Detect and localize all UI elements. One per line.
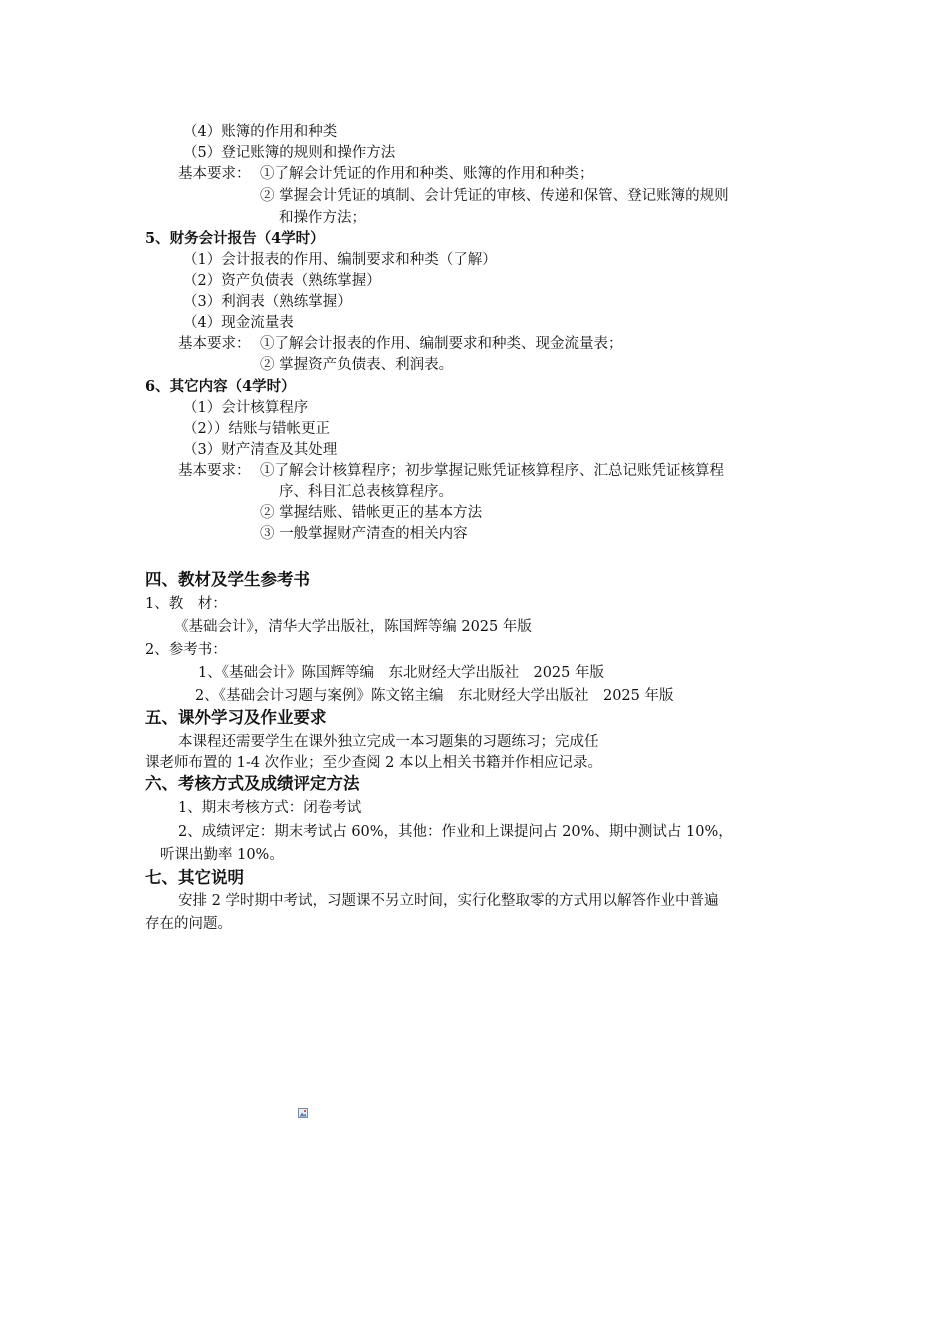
part4-heading: 四、教材及学生参考书	[145, 570, 310, 589]
sec4-req-label: 基本要求：	[178, 166, 251, 182]
part5-line-1: 本课程还需要学生在课外独立完成一本习题集的习题练习；完成任	[178, 734, 599, 750]
sec5-item-2: （2）资产负债表（熟练掌握）	[183, 273, 381, 289]
sec5-req-1: ①了解会计报表的作用、编制要求和种类、现金流量表；	[260, 336, 623, 352]
sec6-req-3: ③ 一般掌握财产清查的相关内容	[260, 526, 468, 542]
part6-line-2: 2、成绩评定：期末考试占 60%，其他：作业和上课提问占 20%、期中测试占 10%，	[178, 824, 733, 840]
sec6-title: 6、其它内容（4学时）	[145, 378, 296, 395]
part6-line-3: 听课出勤率 10%。	[160, 847, 284, 863]
sec6-req-1: ①了解会计核算程序；初步掌握记账凭证核算程序、汇总记账凭证核算程	[260, 463, 724, 479]
part6-heading: 六、考核方式及成绩评定方法	[145, 774, 360, 793]
sec6-item-1: （1）会计核算程序	[183, 400, 309, 416]
reference-2: 2、《基础会计习题与案例》陈文铭主编 东北财经大学出版社 2025 年版	[195, 688, 674, 704]
references-label: 2、参考书：	[145, 642, 227, 658]
sec5-title: 5、财务会计报告（4学时）	[145, 230, 325, 247]
sec6-req-2: ② 掌握结账、错帐更正的基本方法	[260, 505, 483, 521]
textbook-entry: 《基础会计》，清华大学出版社，陈国辉等编 2025 年版	[174, 619, 532, 635]
part6-line-1: 1、期末考核方式：闭卷考试	[178, 800, 362, 816]
embedded-image-icon	[298, 1108, 308, 1118]
reference-1: 1、《基础会计》陈国辉等编 东北财经大学出版社 2025 年版	[198, 665, 604, 681]
sec6-item-2: （2））结账与错帐更正	[183, 421, 330, 437]
part5-heading: 五、课外学习及作业要求	[145, 708, 327, 727]
sec5-req-2: ② 掌握资产负债表、利润表。	[260, 357, 454, 373]
part7-heading: 七、其它说明	[145, 868, 244, 887]
part5-line-2: 课老师布置的 1-4 次作业；至少查阅 2 本以上相关书籍并作相应记录。	[145, 755, 603, 771]
sec4-item-5: （5）登记账簿的规则和操作方法	[183, 145, 396, 161]
textbook-label: 1、教 材：	[145, 596, 227, 612]
sec6-req-label: 基本要求：	[178, 463, 251, 479]
sec5-req-label: 基本要求：	[178, 336, 251, 352]
sec5-item-4: （4）现金流量表	[183, 315, 294, 331]
sec5-item-3: （3）利润表（熟练掌握）	[183, 294, 352, 310]
sec4-req-2: ② 掌握会计凭证的填制、会计凭证的审核、传递和保管、登记账簿的规则	[260, 188, 729, 204]
sec4-req-1: ①了解会计凭证的作用和种类、账簿的作用和种类；	[260, 166, 594, 182]
part7-line-1: 安排 2 学时期中考试，习题课不另立时间，实行化整取零的方式用以解答作业中普遍	[178, 893, 719, 909]
sec6-req-1-cont: 序、科目汇总表核算程序。	[279, 484, 453, 500]
sec4-item-4: （4）账簿的作用和种类	[183, 124, 338, 140]
sec4-req-2-cont: 和操作方法；	[279, 210, 366, 226]
part7-line-2: 存在的问题。	[145, 916, 232, 932]
sec5-item-1: （1）会计报表的作用、编制要求和种类（了解）	[183, 252, 497, 268]
sec6-item-3: （3）财产清查及其处理	[183, 442, 338, 458]
